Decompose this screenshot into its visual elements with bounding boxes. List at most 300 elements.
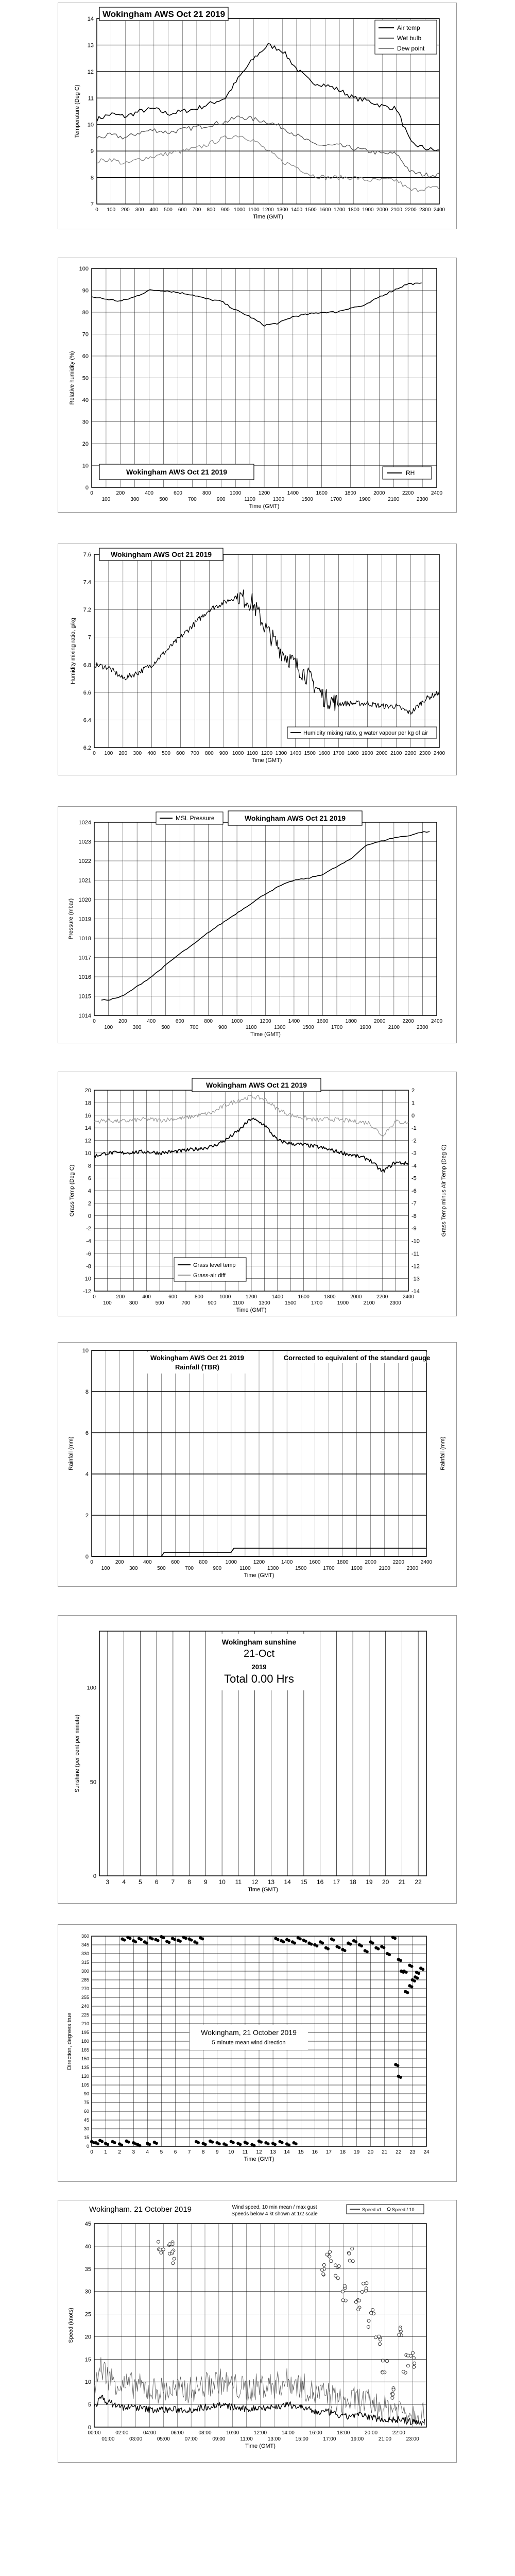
x-tick-label: 08:00 [198, 2430, 212, 2436]
x-tick-label: 01:00 [101, 2436, 115, 2442]
x-tick-label: 06:00 [170, 2430, 184, 2436]
data-point [171, 2262, 175, 2265]
y-tick-label: 210 [81, 2021, 89, 2026]
x-tick-label: 16 [312, 2149, 318, 2155]
x-tick-label: 500 [164, 207, 173, 213]
x-tick-label: 1300 [267, 1566, 279, 1571]
x-tick-label: 11:00 [240, 2436, 253, 2442]
y-tick-label: 195 [81, 2030, 89, 2035]
x-tick-label: 1400 [271, 1294, 283, 1300]
x-tick-label: 19:00 [351, 2436, 364, 2442]
x-tick-label: 900 [216, 497, 226, 502]
x-tick-label: 1500 [295, 1566, 307, 1571]
chart-total: Total 0.00 Hrs [224, 1672, 294, 1685]
y-tick-label: -12 [83, 1289, 91, 1295]
x-tick-label: 2200 [405, 207, 417, 213]
x-tick-label: 200 [115, 1560, 124, 1565]
data-point [386, 2360, 389, 2363]
x-tick-label: 02:00 [115, 2430, 129, 2436]
x-tick-label: 3 [106, 1878, 110, 1886]
y-tick-label: 360 [81, 1934, 89, 1939]
legend-label: Dew point [397, 45, 425, 52]
x-tick-label: 900 [221, 207, 230, 213]
x-tick-label: 2200 [402, 490, 414, 496]
x-tick-label: 100 [101, 1566, 110, 1571]
data-point [382, 1946, 385, 1949]
y-tick-label: 120 [81, 2074, 89, 2079]
x-tick-label: 400 [142, 1294, 151, 1300]
data-point [371, 2308, 374, 2311]
y-tick-label: 15 [84, 2357, 91, 2363]
data-point [402, 1971, 405, 1974]
x-tick-label: 900 [213, 1566, 222, 1571]
data-point [273, 2143, 277, 2146]
x-tick-label: 2000 [376, 207, 388, 213]
y2-tick-label: -5 [411, 1175, 417, 1182]
y-axis-label: Grass Temp (Deg C) [69, 1164, 75, 1217]
data-point [332, 1939, 335, 1942]
data-point [362, 2282, 365, 2285]
x-tick-label: 0 [93, 1294, 96, 1300]
data-point [349, 1943, 352, 1946]
data-point [295, 2142, 298, 2145]
x-tick-label: 10 [228, 2149, 234, 2155]
x-tick-label: 1100 [247, 751, 258, 756]
y-tick-label: 0 [88, 1213, 91, 1219]
data-point [120, 2143, 123, 2146]
x-axis-label: Time (GMT) [248, 1887, 278, 1893]
x-tick-label: 2200 [402, 1019, 414, 1024]
data-point [321, 1941, 324, 1944]
x-tick-label: 11 [242, 2149, 248, 2155]
data-point [343, 2284, 346, 2287]
x-tick-label: 200 [116, 1294, 125, 1300]
y-tick-label: 165 [81, 2047, 89, 2053]
data-point [134, 1940, 137, 1943]
x-axis-label: Time (GMT) [249, 503, 280, 510]
x-tick-label: 18:00 [337, 2430, 350, 2436]
data-point [365, 2282, 368, 2285]
y-tick-label: 0 [85, 1554, 89, 1560]
x-tick-label: 05:00 [157, 2436, 170, 2442]
y-tick-label: 8 [85, 1389, 89, 1395]
x-tick-label: 300 [129, 1300, 138, 1306]
x-tick-label: 4 [146, 2149, 149, 2155]
data-point [304, 1940, 307, 1943]
chart-title: Wokingham AWS Oct 21 2019 [205, 1081, 307, 1090]
x-tick-label: 100 [101, 497, 111, 502]
x-tick-label: 100 [107, 207, 116, 213]
x-axis-label: Time (GMT) [244, 1572, 274, 1579]
y-tick-label: 8 [90, 175, 94, 181]
sunshine-chart [58, 1616, 456, 1903]
x-tick-label: 600 [168, 1294, 177, 1300]
y-tick-label: 80 [82, 310, 89, 316]
x-axis-label: Time (GMT) [251, 757, 282, 764]
chart-header-line2: Speeds below 4 kt shown at 1/2 scale [231, 2211, 318, 2217]
data-point [417, 1972, 420, 1975]
data-point [344, 2299, 347, 2302]
x-tick-label: 700 [185, 1566, 194, 1571]
data-point [123, 1939, 126, 1942]
x-axis-label: Time (GMT) [245, 2443, 276, 2449]
data-point [225, 2143, 228, 2146]
wind-speed-chart-panel [58, 2200, 457, 2463]
x-tick-label: 2300 [417, 1025, 428, 1030]
chart-note: Corrected to equivalent of the standard gauge [283, 1354, 431, 1362]
y-tick-label: 70 [82, 331, 89, 338]
x-tick-label: 13 [267, 1878, 275, 1886]
y-tick-label: 330 [81, 1951, 89, 1956]
y-tick-label: -4 [86, 1238, 91, 1245]
data-point [409, 2354, 413, 2357]
data-point [377, 2335, 381, 2338]
x-tick-label: 1400 [290, 207, 303, 213]
x-tick-label: 2100 [388, 1025, 400, 1030]
y2-tick-label: -7 [411, 1200, 417, 1207]
y-tick-label: 345 [81, 1942, 89, 1947]
x-tick-label: 300 [130, 497, 140, 502]
x-tick-label: 17 [333, 1878, 340, 1886]
y2-tick-label: 2 [411, 1088, 415, 1094]
x-tick-label: 1600 [309, 1560, 321, 1565]
x-tick-label: 5 [139, 1878, 142, 1886]
data-point [391, 2396, 394, 2399]
x-tick-label: 22 [396, 2149, 402, 2155]
x-tick-label: 500 [157, 1566, 166, 1571]
y2-tick-label: -6 [411, 1188, 417, 1194]
data-point [128, 1937, 131, 1940]
data-point [327, 1947, 330, 1951]
y-tick-label: 225 [81, 2012, 89, 2018]
data-point [351, 2247, 354, 2250]
x-tick-label: 21 [382, 2149, 388, 2155]
data-point [410, 1985, 414, 1988]
x-tick-label: 100 [104, 1025, 113, 1030]
x-tick-label: 16:00 [309, 2430, 322, 2436]
legend-label: RH [406, 469, 415, 477]
x-tick-label: 0 [93, 1019, 96, 1024]
y-tick-label: 35 [84, 2266, 91, 2273]
series-line-rh [92, 283, 422, 326]
y-tick-label: 1020 [78, 897, 91, 903]
x-tick-label: 2100 [379, 1566, 390, 1571]
y-tick-label: 255 [81, 1995, 89, 2000]
x-tick-label: 1200 [245, 1294, 258, 1300]
y-axis-label: Rainfall (mm) [68, 1436, 74, 1470]
x-tick-label: 600 [174, 490, 182, 496]
y-tick-label: 40 [82, 397, 89, 403]
y-axis-label: Relative humidity (%) [69, 351, 75, 405]
data-point [113, 2141, 116, 2144]
data-point [106, 2143, 109, 2146]
x-tick-label: 700 [181, 1300, 191, 1306]
x-tick-label: 20 [382, 1878, 389, 1886]
x-tick-label: 5 [160, 2149, 163, 2155]
y-tick-label: 18 [84, 1100, 91, 1107]
x-tick-label: 0 [95, 207, 98, 213]
x-tick-label: 1300 [275, 751, 287, 756]
data-point [204, 2143, 207, 2146]
y-tick-label: 1019 [78, 916, 91, 923]
y2-tick-label: -1 [411, 1125, 417, 1132]
y-axis-label: Sunshine (per cent per minute) [74, 1714, 80, 1793]
x-tick-label: 1900 [359, 497, 371, 502]
data-point [369, 2311, 372, 2314]
x-tick-label: 400 [147, 751, 157, 756]
y-tick-label: 45 [83, 2117, 89, 2123]
data-point [392, 2388, 395, 2391]
y2-axis-label: Rainfall (mm) [440, 1436, 446, 1470]
x-tick-label: 800 [194, 1294, 203, 1300]
y-tick-label: 10 [87, 122, 94, 128]
temperature-chart [58, 3, 456, 229]
x-tick-label: 2000 [350, 1294, 362, 1300]
y-tick-label: 7.4 [83, 579, 91, 586]
x-tick-label: 300 [133, 751, 142, 756]
x-tick-label: 14:00 [281, 2430, 295, 2436]
data-point [379, 2338, 382, 2341]
y-tick-label: 5 [88, 2402, 91, 2409]
data-point [162, 2248, 165, 2251]
x-tick-label: 19 [366, 1878, 373, 1886]
data-point [329, 2250, 332, 2253]
data-point [293, 1941, 296, 1944]
x-tick-label: 500 [159, 497, 168, 502]
x-tick-label: 15:00 [295, 2436, 308, 2442]
data-point [351, 2260, 354, 2263]
y-tick-label: 7 [88, 634, 91, 641]
x-tick-label: 400 [145, 490, 154, 496]
x-tick-label: 1800 [337, 1560, 349, 1565]
x-tick-label: 2400 [420, 1560, 433, 1565]
data-point [167, 1941, 170, 1944]
chart-title: Wokingham sunshine [221, 1638, 297, 1646]
y2-tick-label: -8 [411, 1213, 417, 1219]
data-point [179, 1940, 182, 1943]
data-point [267, 2142, 270, 2145]
y-tick-label: 4 [88, 1188, 91, 1194]
series-line-mean-speed [94, 2395, 425, 2425]
data-point [336, 2277, 339, 2280]
y2-tick-label: -13 [411, 1276, 420, 1282]
chart-title: Wokingham. 21 October 2019 [89, 2205, 192, 2214]
y-tick-label: 105 [81, 2082, 89, 2088]
x-tick-label: 2100 [390, 751, 402, 756]
y-tick-label: 8 [88, 1163, 91, 1170]
x-tick-label: 1700 [331, 1025, 343, 1030]
y-tick-label: -6 [86, 1250, 91, 1257]
x-tick-label: 1000 [219, 1294, 231, 1300]
y-tick-label: 10 [84, 1150, 91, 1157]
x-tick-label: 900 [218, 1025, 227, 1030]
y-tick-label: 13 [87, 42, 94, 49]
data-point [411, 2351, 414, 2354]
legend-label: Humidity mixing ratio, g water vapour per kg of air [303, 730, 428, 736]
grass-temp-chart-panel [58, 1072, 457, 1316]
x-tick-label: 800 [204, 1019, 213, 1024]
x-tick-label: 2100 [388, 497, 400, 502]
y-tick-label: 6 [85, 1430, 89, 1436]
x-tick-label: 2200 [405, 751, 417, 756]
data-point [232, 2141, 235, 2144]
data-point [201, 1937, 204, 1940]
x-tick-label: 4 [122, 1878, 126, 1886]
data-point [160, 2251, 163, 2254]
x-tick-label: 500 [162, 751, 170, 756]
data-point [399, 2328, 402, 2331]
data-point [367, 2326, 370, 2329]
y-tick-label: 4 [85, 1471, 89, 1478]
y-axis-label: Temperature (Deg C) [74, 84, 80, 138]
y-tick-label: 0 [86, 2144, 89, 2149]
x-tick-label: 09:00 [212, 2436, 226, 2442]
y-tick-label: 0 [93, 1873, 96, 1879]
x-axis-label: Time (GMT) [253, 214, 283, 220]
x-tick-label: 20:00 [364, 2430, 378, 2436]
y-tick-label: 135 [81, 2065, 89, 2070]
x-tick-label: 1300 [272, 497, 285, 502]
data-point [371, 1941, 374, 1944]
x-tick-label: 2100 [363, 1300, 375, 1306]
data-point [344, 1949, 347, 1952]
mixing-ratio-chart [58, 544, 456, 775]
x-tick-label: 2300 [419, 207, 431, 213]
x-tick-label: 14 [284, 1878, 291, 1886]
x-tick-label: 1500 [301, 497, 313, 502]
x-tick-label: 100 [104, 751, 113, 756]
y-tick-label: 12 [84, 1138, 91, 1144]
x-tick-label: 1200 [253, 1560, 265, 1565]
data-point [238, 2143, 242, 2146]
wind-direction-chart [58, 1925, 456, 2181]
x-tick-label: 2400 [433, 207, 445, 213]
rainfall-chart-panel [58, 1342, 457, 1587]
x-tick-label: 1 [104, 2149, 107, 2155]
data-point [357, 2299, 360, 2302]
y-tick-label: 100 [87, 1685, 96, 1691]
data-point [360, 1944, 363, 1947]
x-tick-label: 13:00 [267, 2436, 281, 2442]
chart-date: 21-Oct [243, 1648, 275, 1659]
data-point [155, 2142, 158, 2145]
x-tick-label: 1100 [239, 1566, 251, 1571]
y-tick-label: 10 [84, 2379, 91, 2386]
data-point [96, 2142, 99, 2145]
y-tick-label: 150 [81, 2056, 89, 2061]
x-tick-label: 1400 [288, 1019, 300, 1024]
data-point [211, 2141, 214, 2144]
y-tick-label: 90 [82, 287, 89, 294]
x-tick-label: 1200 [258, 490, 270, 496]
x-tick-label: 1500 [304, 751, 316, 756]
y-tick-label: 1015 [78, 993, 91, 1000]
x-tick-label: 1500 [305, 207, 317, 213]
x-tick-label: 700 [191, 751, 199, 756]
data-point [287, 1939, 290, 1942]
y2-tick-label: -14 [411, 1289, 420, 1295]
x-tick-label: 1600 [318, 751, 330, 756]
data-point [100, 2140, 104, 2143]
temperature-chart-panel [58, 3, 457, 229]
y-tick-label: 30 [82, 419, 89, 426]
rainfall-chart [58, 1343, 456, 1586]
x-tick-label: 23:00 [406, 2436, 419, 2442]
data-point [195, 1941, 198, 1944]
x-tick-label: 200 [116, 490, 125, 496]
x-tick-label: 1700 [333, 207, 346, 213]
data-point [399, 1959, 402, 1962]
pressure-chart [58, 807, 456, 1043]
x-tick-label: 2000 [373, 490, 385, 496]
data-point [184, 1937, 187, 1940]
data-point [138, 2144, 141, 2147]
data-point [413, 2362, 416, 2365]
x-tick-label: 400 [149, 207, 159, 213]
chart-subtitle: 5 minute mean wind direction [212, 2040, 286, 2046]
x-tick-label: 1200 [260, 1019, 271, 1024]
data-point [127, 2141, 130, 2144]
x-tick-label: 1000 [230, 490, 242, 496]
x-tick-label: 1800 [348, 207, 359, 213]
x-tick-label: 200 [121, 207, 130, 213]
data-point [341, 2290, 345, 2293]
x-tick-label: 7 [187, 2149, 191, 2155]
y-tick-label: 25 [84, 2311, 91, 2318]
x-tick-label: 2000 [365, 1560, 376, 1565]
x-tick-label: 03:00 [129, 2436, 143, 2442]
x-tick-label: 1800 [345, 490, 356, 496]
x-tick-label: 200 [118, 751, 128, 756]
data-point [357, 2308, 360, 2311]
y-tick-label: 300 [81, 1969, 89, 1974]
x-tick-label: 1000 [231, 1019, 243, 1024]
x-tick-label: 18 [339, 2149, 346, 2155]
y-tick-label: 6.4 [83, 717, 91, 724]
x-tick-label: 2300 [419, 751, 431, 756]
y-tick-label: 50 [82, 375, 89, 382]
data-point [171, 2250, 174, 2253]
chart-subtitle: Rainfall (TBR) [175, 1363, 219, 1371]
data-point [348, 2252, 351, 2255]
pressure-chart-panel [58, 806, 457, 1043]
x-tick-label: 15 [300, 1878, 307, 1886]
data-point [381, 2371, 384, 2374]
x-tick-label: 8 [201, 2149, 205, 2155]
data-point [396, 2064, 399, 2067]
x-tick-label: 9 [204, 1878, 208, 1886]
legend-label: Grass-air diff [193, 1273, 226, 1279]
x-tick-label: 12 [256, 2149, 262, 2155]
wind-speed-chart [58, 2200, 456, 2462]
x-tick-label: 1900 [362, 207, 374, 213]
data-point [366, 1950, 369, 1953]
x-tick-label: 1200 [262, 207, 274, 213]
data-point [399, 2076, 402, 2079]
y-tick-label: 30 [84, 2289, 91, 2295]
x-tick-label: 2100 [390, 207, 402, 213]
x-tick-label: 23 [409, 2149, 416, 2155]
y-tick-label: 1018 [78, 936, 91, 942]
data-point [364, 2289, 367, 2292]
x-tick-label: 19 [354, 2149, 360, 2155]
x-tick-label: 1800 [345, 1019, 357, 1024]
y-tick-label: 12 [87, 69, 94, 75]
y-axis-label: Direction, degrees true [66, 2012, 73, 2070]
x-tick-label: 07:00 [184, 2436, 198, 2442]
data-point [287, 2143, 290, 2146]
x-tick-label: 1000 [233, 207, 246, 213]
